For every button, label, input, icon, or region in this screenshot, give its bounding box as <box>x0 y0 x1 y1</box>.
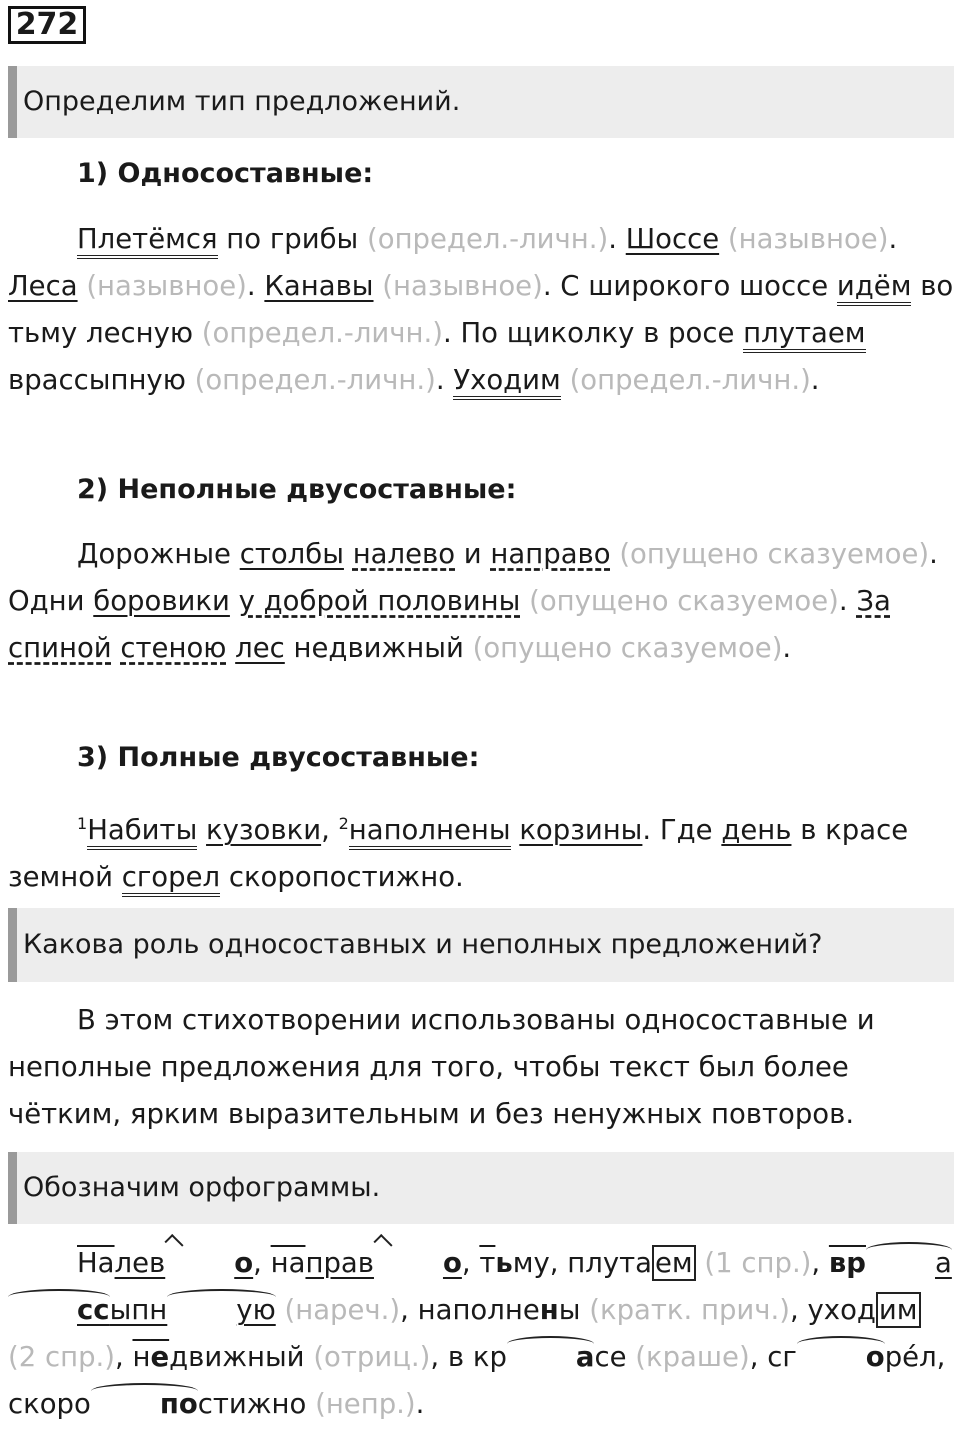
predicate: наполнены <box>349 814 511 850</box>
bar-label: Обозначим орфограммы. <box>23 1172 381 1203</box>
note: (отриц.) <box>313 1341 431 1373</box>
subject: боровики <box>93 585 230 617</box>
subject: день <box>721 814 792 847</box>
section-bar-sentence-type <box>8 66 954 138</box>
predicate: идём <box>837 270 912 306</box>
paragraph-one-member: Плетёмся по грибы (определ.-личн.). Шоссе (назывное). Леса (назывное). Канавы (назывное). С широкого шоссе идём во тьму лесную (определ.-личн.). По щиколку в росе плутаем врассыпную (определ.-личн.). Уходим (определ.-личн.). <box>8 216 954 404</box>
note: (назывное) <box>727 223 889 255</box>
subject: Канавы <box>264 270 374 302</box>
note: (2 спр.) <box>8 1341 115 1373</box>
note: (опущено сказуемое) <box>619 538 930 570</box>
adverbial: стеною <box>120 632 227 664</box>
adverbial: За спиной <box>8 585 891 664</box>
note: (определ.-личн.) <box>367 223 609 255</box>
paragraph-complete: $^1$Набиты кузовки, $^2$наполнены корзины. Где день в красе земной сгорел скоропостижно. <box>8 800 954 901</box>
predicate: Плетёмся <box>77 223 218 259</box>
section-bar-orthograms <box>8 1152 954 1224</box>
heading-complete: 3) Полные двусоставные: <box>77 742 480 773</box>
adverbial: налево <box>352 538 456 570</box>
note: (непр.) <box>315 1388 416 1420</box>
note: (назывное) <box>86 270 247 302</box>
adverbial: у доброй половины <box>238 585 521 617</box>
paragraph-role-answer: В этом стихотворении использованы односоставные и неполные предложения для того, чтобы текст был более чётким, ярким выразительным и без ненужных повторов. <box>8 1004 875 1130</box>
heading-incomplete: 2) Неполные двусоставные: <box>77 474 517 505</box>
bar-label: Определим тип предложений. <box>23 86 461 117</box>
note: (1 спр.) <box>704 1247 812 1279</box>
paragraph-incomplete: Дорожные столбы налево и направо (опущено сказуемое). Одни боровики у доброй половины (опущено сказуемое). За спиной стеною лес недвижный (опущено сказуемое). <box>8 538 938 664</box>
subject: корзины <box>519 814 643 847</box>
exercise-number: 272 <box>8 6 86 44</box>
paragraph-orthograms: Налев о, направ о, тьму, плута ем (1 спр.), вр ассыпн ую (нареч.), наполнены (кратк. прич.), уход им (2 спр.), недвижный (отриц.), в кр асе (краше), сг оре́л, скоро постижно (непр.). <box>8 1240 954 1428</box>
note: (определ.-личн.) <box>201 317 443 349</box>
subject: Шоссе <box>625 223 720 255</box>
subject: кузовки <box>206 814 322 847</box>
predicate: Набиты <box>87 814 197 850</box>
section-bar-role <box>8 908 954 982</box>
subject: Леса <box>8 270 78 302</box>
note: (краше) <box>635 1341 750 1373</box>
note: (кратк. прич.) <box>589 1294 791 1326</box>
bar-label: Какова роль односоставных и неполных предложений? <box>23 929 823 960</box>
predicate: Уходим <box>453 364 561 400</box>
note: (опущено сказуемое) <box>472 632 783 664</box>
note: (определ.-личн.) <box>194 364 436 396</box>
note: (нареч.) <box>284 1294 401 1326</box>
predicate: плутаем <box>743 317 865 353</box>
predicate: сгорел <box>122 861 220 897</box>
adverbial: направо <box>490 538 611 570</box>
heading-one-member: 1) Односоставные: <box>77 158 374 189</box>
subject: столбы <box>239 538 344 570</box>
subject: лес <box>235 632 285 664</box>
note: (назывное) <box>382 270 543 302</box>
note: (определ.-личн.) <box>569 364 811 396</box>
note: (опущено сказуемое) <box>529 585 839 617</box>
